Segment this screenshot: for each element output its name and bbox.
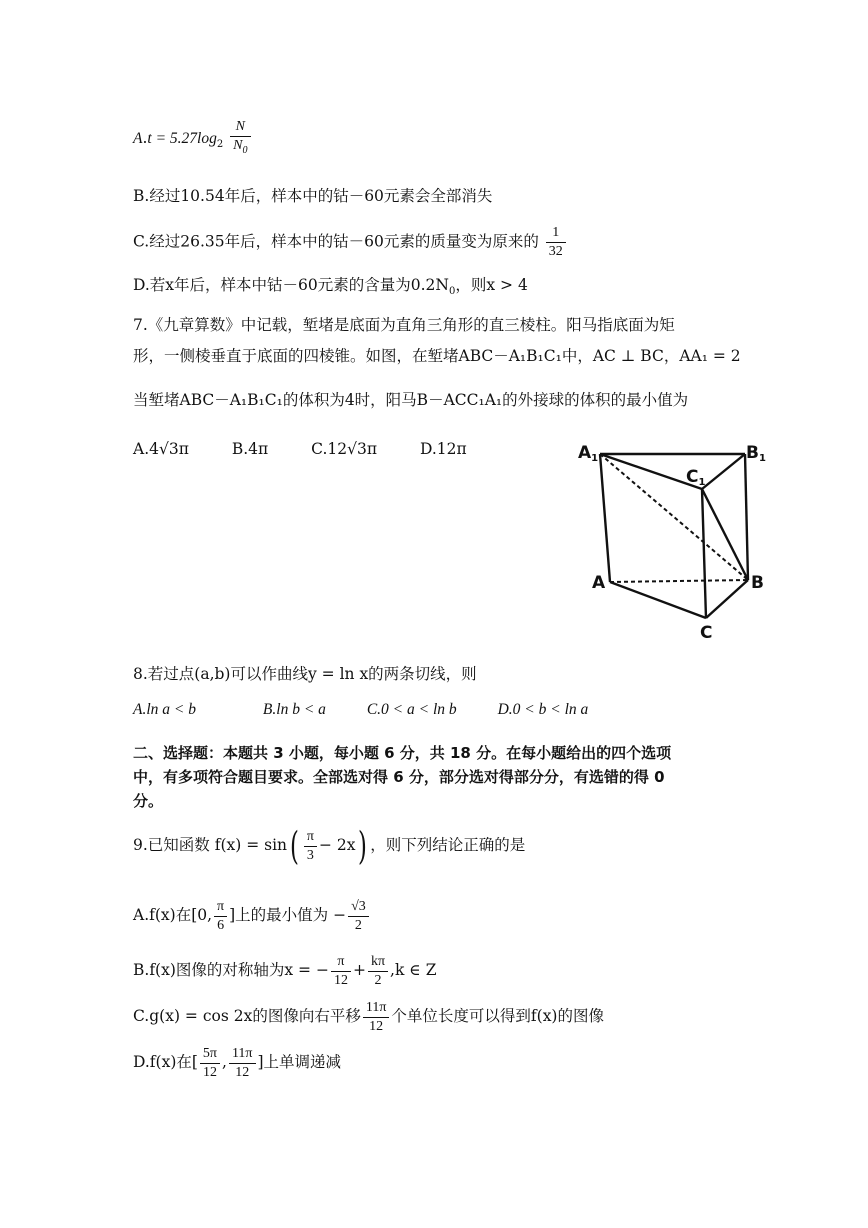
q9-option-d-num2: 11π	[229, 1045, 256, 1064]
q9-option-a-fraction-2	[348, 898, 369, 935]
prism-figure	[570, 432, 780, 647]
q9-option-d-fraction-1	[200, 1045, 220, 1082]
edge-c-b	[706, 580, 748, 618]
q6-option-a-expr: t = 5.27log	[147, 129, 217, 147]
q6-option-d-sub: 0	[448, 286, 456, 298]
q9-option-b-fraction-1	[331, 953, 351, 990]
q9-stem-fraction	[304, 828, 317, 865]
q9-stem-num: π	[304, 828, 317, 847]
q9-option-b-num2: kπ	[368, 953, 388, 972]
edge-b1-b	[745, 454, 748, 580]
q6-option-a-label: A	[133, 129, 143, 147]
q9-option-c-fraction	[363, 999, 390, 1036]
label-c1: C1	[686, 467, 706, 488]
q9-option-d	[133, 1042, 341, 1082]
q8-stem: 8.若过点(a,b)可以作曲线y = ln x的两条切线，则	[133, 665, 477, 683]
q9-option-a-den: 6	[217, 917, 225, 933]
q9-stem: 9.已知函数 f(x) = sin( $\frac{\pi}{3}$ − 2x) ，则下列结论正确的是	[133, 824, 526, 868]
q7-options	[133, 438, 505, 460]
q9-option-d-den2: 12	[235, 1064, 250, 1080]
edge-a-b-dashed	[610, 580, 748, 582]
q9-option-a-fraction-1	[214, 898, 227, 935]
q6-option-d-suffix: ，则x > 4	[455, 276, 528, 294]
q9-stem-suffix: ，则下列结论正确的是	[370, 836, 526, 854]
q6-option-d-prefix: D.若x年后，样本中钴－60元素的含量为0.2N	[133, 276, 449, 294]
q9-option-d-fraction-2	[229, 1045, 256, 1082]
q7-option-b: B.4π	[231, 440, 269, 458]
label-b: B	[751, 573, 764, 593]
q8-option-d: D.0 < b < ln a	[497, 701, 589, 718]
q9-stem-prefix: 9.已知函数 f(x) = sin	[133, 836, 288, 854]
q9-option-a-den2: 2	[354, 917, 362, 933]
q7-option-d: D.12π	[420, 440, 467, 458]
section-2-line-1: 二、选择题：本题共 3 小题，每小题 6 分，共 18 分。在每小题给出的四个选项	[133, 744, 672, 762]
q9-stem-inner-rest: − 2x	[318, 836, 356, 854]
q9-option-a-mid: ]上的最小值为 −	[229, 906, 347, 924]
q6-option-c-den: 32	[548, 244, 563, 259]
q8-option-b: B.ln b < a	[262, 701, 326, 718]
q9-option-b-num: π	[331, 953, 351, 972]
label-c: C	[700, 623, 713, 643]
label-a: A	[592, 573, 606, 593]
q9-option-d-num: 5π	[200, 1045, 220, 1064]
q9-option-b-fraction-2	[368, 953, 388, 990]
label-b1: B1	[746, 443, 766, 464]
q9-option-a-num: π	[214, 898, 227, 917]
q9-option-a-prefix: A.f(x)在[0,	[133, 906, 213, 924]
q9-option-a	[133, 895, 371, 935]
q9-option-d-den: 12	[202, 1064, 217, 1080]
edge-c1-c	[702, 489, 706, 618]
q7-line-1: 7.《九章算数》中记载，堑堵是底面为直角三角形的直三棱柱。阳马指底面为矩	[133, 316, 675, 334]
section-2-line-3: 分。	[133, 792, 164, 810]
q9-option-c-suffix: 个单位长度可以得到f(x)的图像	[391, 1007, 604, 1025]
section-2-line-2: 中，有多项符合题目要求。全部选对得 6 分，部分选对得部分分，有选错的得 0	[133, 768, 665, 786]
edge-a-c	[610, 582, 706, 618]
edge-a1-a	[600, 454, 610, 582]
q6-option-a: $A.t = 5.27\log_2$ $\frac{N}{N_0}$	[133, 118, 253, 160]
q7-option-c: C.12√3π	[311, 440, 378, 458]
q9-option-c-num: 11π	[363, 999, 390, 1018]
q9-option-b-den2: 2	[374, 972, 382, 988]
q9-option-b-den: 12	[333, 972, 348, 988]
q9-option-b-plus: +	[352, 961, 366, 979]
q9-option-b	[133, 950, 436, 990]
edge-a1-b-dashed	[600, 454, 748, 580]
q9-option-d-suffix: ]上单调递减	[257, 1053, 342, 1071]
q6-option-c-num: 1	[546, 224, 566, 243]
q8-option-c: C.0 < a < ln b	[366, 701, 457, 718]
q9-option-c	[133, 996, 604, 1036]
label-a1: A1	[578, 443, 599, 464]
q6-option-d	[133, 274, 528, 303]
q6-option-a-den: N	[233, 138, 243, 153]
q6-option-b: B.经过10.54年后，样本中的钴－60元素会全部消失	[133, 187, 493, 205]
q9-option-b-suffix: ,k ∈ Z	[390, 961, 437, 979]
q6-option-a-num: N	[230, 118, 250, 137]
q9-option-d-prefix: D.f(x)在[	[133, 1053, 198, 1071]
q6-option-a-fraction	[230, 118, 250, 160]
q6-option-a-den-sub: 0	[242, 144, 248, 156]
q9-stem-den: 3	[306, 847, 314, 863]
q9-option-d-comma: ,	[222, 1053, 227, 1071]
edge-c1-b	[702, 489, 748, 580]
q7-line-3: 当堑堵ABC－A₁B₁C₁的体积为4时，阳马B－ACC₁A₁的外接球的体积的最小值为	[133, 391, 689, 409]
q9-option-b-prefix: B.f(x)图像的对称轴为x = −	[133, 961, 329, 979]
q6-option-c-text: C.经过26.35年后，样本中的钴－60元素的质量变为原来的	[133, 232, 539, 251]
q7-option-a: A.4√3π	[133, 440, 189, 458]
q6-option-c	[133, 224, 568, 261]
q7-line-2: 形，一侧棱垂直于底面的四棱锥。如图，在堑堵ABC－A₁B₁C₁中，AC ⊥ BC，AA₁ = 2	[133, 347, 741, 365]
q9-option-c-den: 12	[369, 1018, 384, 1034]
edge-c1-b1	[702, 454, 745, 489]
q9-option-a-num2: √3	[348, 898, 369, 917]
q8-options	[133, 698, 626, 721]
q6-option-a-base: 2	[216, 139, 224, 150]
q6-option-c-fraction	[546, 224, 566, 261]
q8-option-a: A.ln a < b	[133, 701, 196, 718]
q9-option-c-prefix: C.g(x) = cos 2x的图像向右平移	[133, 1007, 361, 1025]
